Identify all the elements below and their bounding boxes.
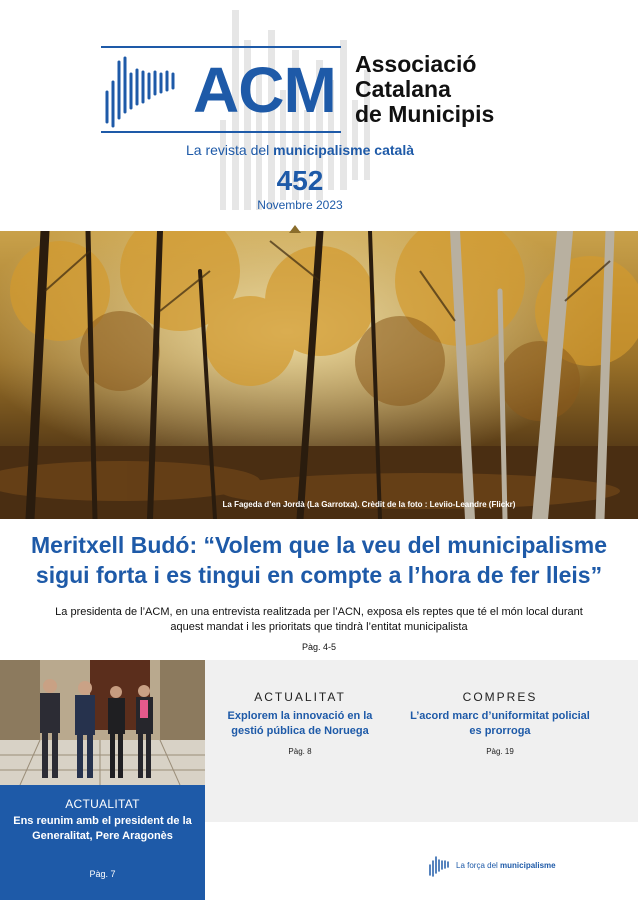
lead-summary: La presidenta de l’ACM, en una entrevista realitzada per l’ACN, exposa els reptes que té el món local durant aquest mandat i les prioritats que tindrà l’entitat municipalista	[55, 606, 583, 633]
story-2-page: Pàg. 8	[288, 747, 312, 756]
story-2-title[interactable]: Explorem la innovació en la gestió pública de Noruega	[227, 710, 373, 737]
tagline-prefix: La revista del	[185, 142, 274, 158]
magazine-tagline	[150, 142, 450, 158]
issue-date: Novembre 2023	[257, 198, 343, 212]
story-3-section: COMPRES	[462, 690, 538, 704]
footer-slogan-prefix: La força del	[456, 861, 501, 870]
story-3-page: Pàg. 19	[486, 747, 514, 756]
lead-page-ref: Pàg. 4-5	[301, 642, 337, 652]
association-name-line-3: de Municipis	[355, 101, 495, 127]
association-name	[355, 52, 525, 127]
story-3-title[interactable]: L’acord marc d’uniformitat policial es prorroga	[410, 710, 590, 737]
featured-story-box[interactable]	[0, 785, 205, 900]
story-2-section: ACTUALITAT	[254, 690, 346, 704]
meeting-photo	[0, 660, 205, 785]
brand-acronym: ACM	[193, 54, 336, 126]
footer-slogan	[456, 861, 556, 870]
photo-marker-triangle	[289, 225, 301, 233]
association-name-line-2: Catalana	[355, 76, 451, 102]
lead-headline[interactable]: Meritxell Budó: “Volem que la veu del municipalisme sigui forta i es tingui en compte a l’hora de fer lleis”	[31, 532, 607, 588]
tagline-emphasis: municipalisme català	[273, 142, 414, 158]
association-name-line-1: Associació	[355, 51, 477, 77]
cover-photo	[0, 231, 638, 519]
stories-panel	[205, 660, 638, 822]
acm-logo-icon	[103, 52, 183, 130]
story-1-title[interactable]: Ens reunim amb el president de la Generalitat, Pere Aragonès	[13, 815, 192, 842]
issue-number: 452	[276, 165, 324, 196]
header-rule-bottom	[101, 131, 341, 133]
story-1-page: Pàg. 7	[89, 869, 116, 879]
acm-footer-logo-icon	[428, 855, 450, 877]
footer-slogan-emphasis: municipalisme	[500, 861, 556, 870]
story-1-section: ACTUALITAT	[65, 797, 140, 811]
header-rule-top	[101, 46, 341, 48]
photo-caption: La Fageda d’en Jordà (La Garrotxa). Crèdit de la foto : Leviio-Leandre (Flickr)	[222, 500, 516, 509]
